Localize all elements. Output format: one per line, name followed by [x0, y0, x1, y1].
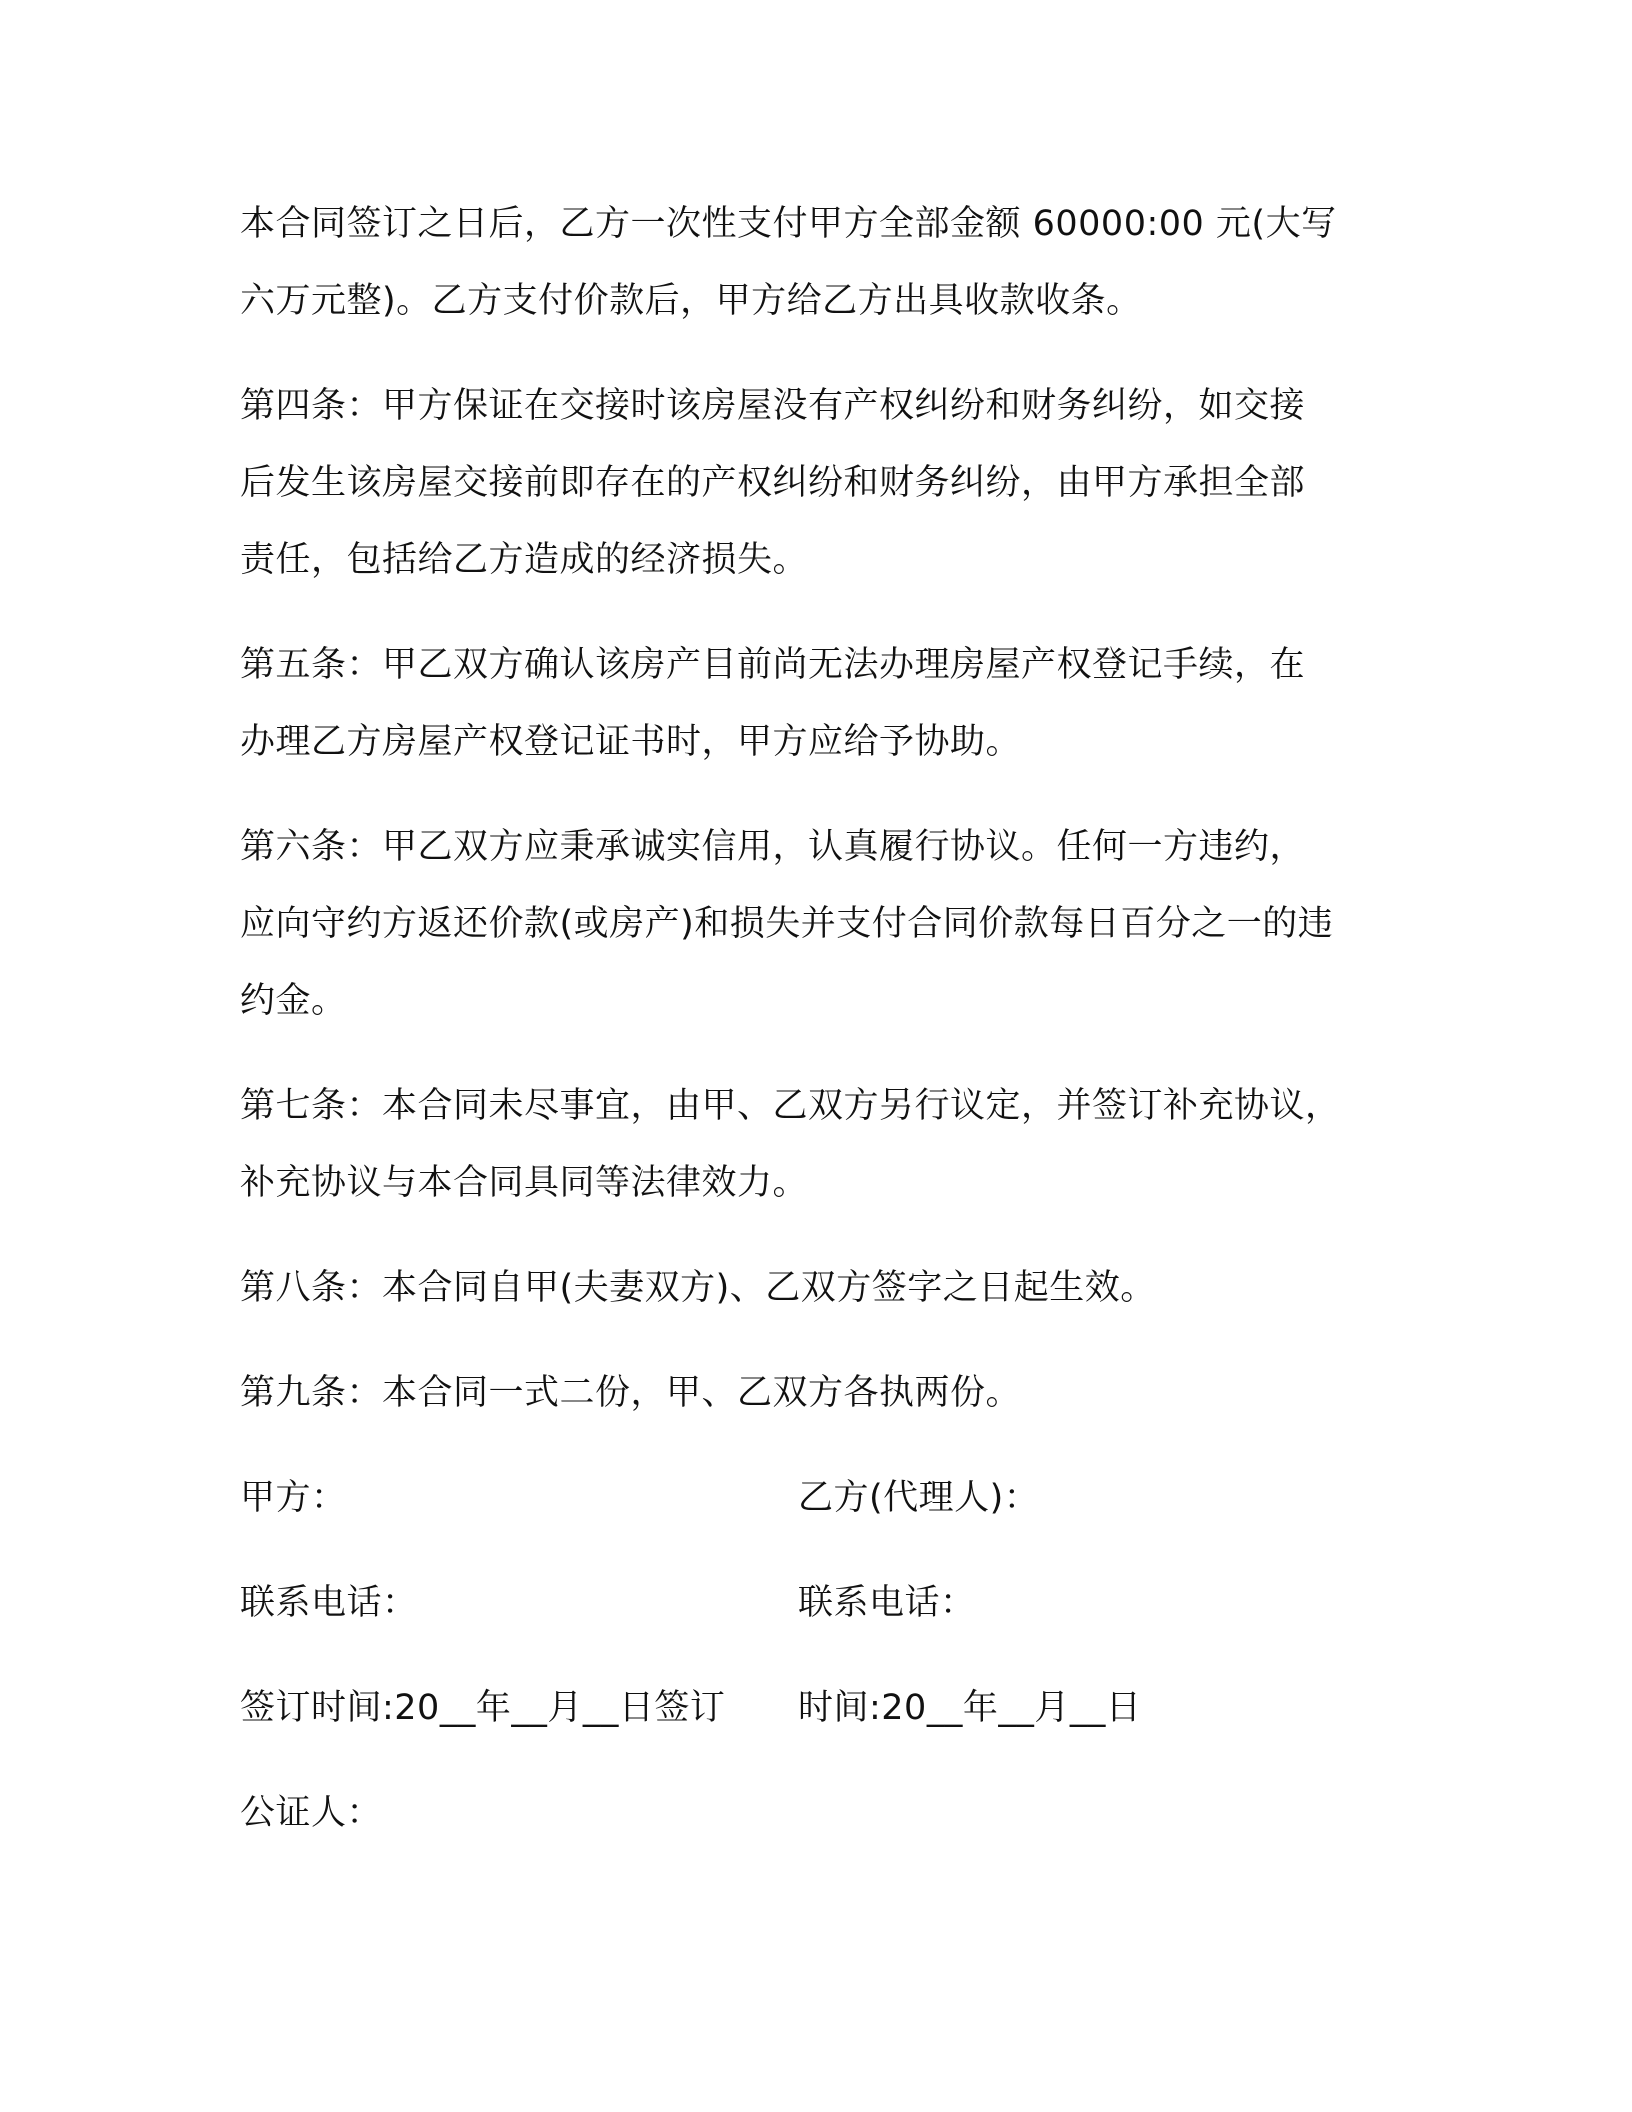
party-a-phone-label: 联系电话：: [240, 1583, 418, 1623]
signature-parties-row: [240, 1460, 1400, 1537]
clause-line: 第八条：本合同自甲(夫妻双方)、乙双方签字之日起生效。: [240, 1268, 1156, 1308]
clause-line: 约金。: [240, 981, 347, 1021]
signature-time-row: [240, 1670, 1400, 1747]
clause-line: 第六条：甲乙双方应秉承诚实信用，认真履行协议。任何一方违约，: [240, 827, 1306, 867]
clause-article-6: [240, 809, 1400, 1040]
clause-line: 后发生该房屋交接前即存在的产权纠纷和财务纠纷，由甲方承担全部: [240, 463, 1306, 503]
clause-article-4: [240, 368, 1400, 599]
party-a-sign-time: 签订时间:20__年__月__日签订: [240, 1688, 726, 1728]
clause-line: 六万元整)。乙方支付价款后，甲方给乙方出具收款收条。: [240, 281, 1142, 321]
clause-article-7: [240, 1068, 1400, 1222]
clause-line: 第七条：本合同未尽事宜，由甲、乙双方另行议定，并签订补充协议，: [240, 1086, 1341, 1126]
clause-line: 应向守约方返还价款(或房产)和损失并支付合同价款每日百分之一的违: [240, 904, 1334, 944]
clause-line: 第五条：甲乙双方确认该房产目前尚无法办理房屋产权登记手续，在: [240, 645, 1306, 685]
party-b-phone-label: 联系电话：: [798, 1583, 976, 1623]
party-b-sign-time: 时间:20__年__月__日: [798, 1688, 1142, 1728]
clause-line: 本合同签订之日后，乙方一次性支付甲方全部金额 60000:00 元(大写: [240, 204, 1337, 244]
notary-label: 公证人：: [240, 1793, 383, 1833]
clause-line: 补充协议与本合同具同等法律效力。: [240, 1163, 809, 1203]
clause-payment: [240, 186, 1400, 340]
party-a-label: 甲方：: [240, 1478, 347, 1518]
clause-line: 办理乙方房屋产权登记证书时，甲方应给予协助。: [240, 722, 1022, 762]
signature-phone-row: [240, 1565, 1400, 1642]
clause-line: 第四条：甲方保证在交接时该房屋没有产权纠纷和财务纠纷，如交接: [240, 386, 1306, 426]
clause-article-5: [240, 627, 1400, 781]
clause-article-8: [240, 1250, 1400, 1327]
contract-page: [240, 186, 1400, 1880]
party-b-label: 乙方(代理人)：: [798, 1478, 1040, 1518]
signature-notary-row: [240, 1775, 1400, 1852]
clause-line: 责任，包括给乙方造成的经济损失。: [240, 540, 809, 580]
clause-line: 第九条：本合同一式二份，甲、乙双方各执两份。: [240, 1373, 1022, 1413]
clause-article-9: [240, 1355, 1400, 1432]
